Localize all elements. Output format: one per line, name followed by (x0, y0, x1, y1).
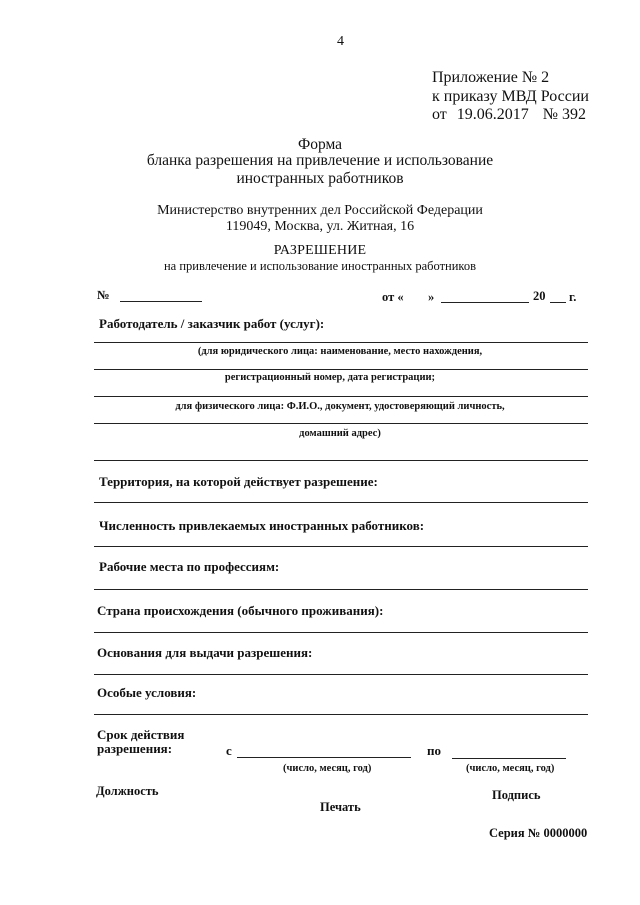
special-conditions-field[interactable] (94, 714, 588, 715)
grounds-field[interactable] (94, 674, 588, 675)
caption-individual: для физического лица: Ф.И.О., документ, удостоверяющий личность, (175, 401, 505, 412)
permit-number-field[interactable] (120, 301, 202, 302)
validity-label-line1: Срок действия (97, 727, 185, 742)
position-label: Должность (96, 784, 159, 798)
grounds-label: Основания для выдачи разрешения: (97, 645, 313, 660)
signature-label: Подпись (492, 788, 541, 802)
form-title: Форма (297, 136, 343, 153)
appendix-order-reference: к приказу МВД России (432, 88, 589, 105)
country-field[interactable] (94, 632, 588, 633)
form-subtitle-line1: бланка разрешения на привлечение и использование (146, 152, 494, 169)
ministry-name: Министерство внутренних дел Российской Федерации (157, 203, 483, 218)
special-conditions-label: Особые условия: (97, 685, 197, 700)
permit-date-prefix: от « (382, 290, 404, 304)
workplaces-label: Рабочие места по профессиям: (99, 559, 280, 574)
permit-title: РАЗРЕШЕНИЕ (273, 243, 367, 258)
series-number: Серия № 0000000 (489, 826, 588, 840)
worker-count-label: Численность привлекаемых иностранных работников: (99, 518, 425, 533)
appendix-title: Приложение № 2 (432, 69, 550, 86)
appendix-order-number: № 392 (542, 106, 587, 123)
employer-field-line2[interactable] (94, 369, 588, 370)
territory-label: Территория, на которой действует разрешение: (99, 474, 378, 489)
employer-field-line3[interactable] (94, 396, 588, 397)
employer-field-line5[interactable] (94, 460, 588, 461)
caption-legal-entity: (для юридического лица: наименование, место нахождения, (197, 346, 483, 357)
employer-field-line4[interactable] (94, 423, 588, 424)
permit-year-suffix: г. (569, 290, 577, 304)
appendix-date-line (432, 105, 586, 124)
ministry-address: 119049, Москва, ул. Житная, 16 (225, 219, 415, 234)
appendix-date-prefix: от (432, 106, 447, 123)
permit-year-prefix: 20 (533, 289, 546, 303)
permit-date-month-field[interactable] (441, 302, 529, 303)
validity-to-field[interactable] (452, 758, 566, 759)
form-subtitle-line2: иностранных работников (236, 170, 404, 187)
employer-field-line1[interactable] (94, 342, 588, 343)
appendix-date-value: 19.06.2017 (456, 106, 529, 123)
permit-year-field[interactable] (550, 302, 566, 303)
country-label: Страна происхождения (обычного проживания): (97, 603, 384, 618)
employer-label: Работодатель / заказчик работ (услуг): (99, 316, 325, 331)
stamp-label: Печать (320, 800, 361, 814)
caption-registration: регистрационный номер, дата регистрации; (224, 372, 436, 383)
caption-home-address: домашний адрес) (299, 428, 381, 439)
date-caption-from: (число, месяц, год) (283, 763, 372, 774)
permit-subtitle: на привлечение и использование иностранных работников (163, 259, 477, 273)
date-caption-to: (число, месяц, год) (466, 763, 555, 774)
validity-from-label: с (226, 743, 232, 758)
page-number: 4 (337, 34, 344, 49)
permit-number-label: № (97, 288, 110, 302)
permit-date-close-quote: » (428, 290, 435, 304)
validity-to-label: по (427, 743, 441, 758)
worker-count-field[interactable] (94, 546, 588, 547)
validity-label-line2: разрешения: (97, 741, 173, 756)
validity-from-field[interactable] (237, 757, 411, 758)
workplaces-field[interactable] (94, 589, 588, 590)
territory-field[interactable] (94, 502, 588, 503)
